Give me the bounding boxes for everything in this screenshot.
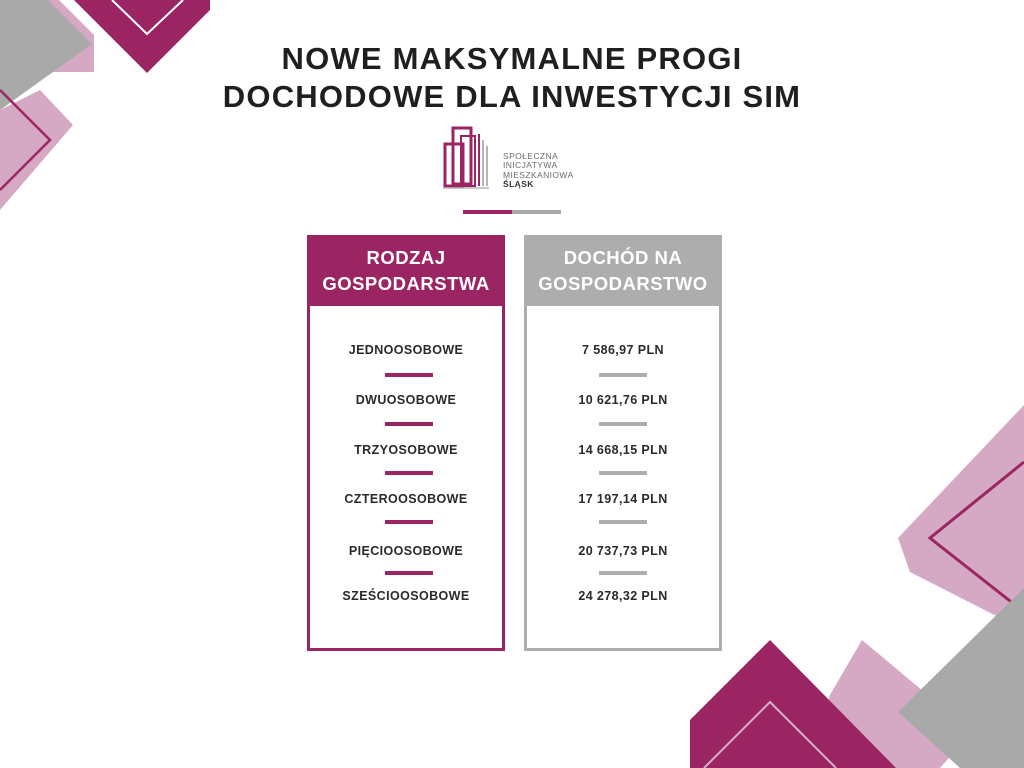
title-line-2: DOCHODOWE DLA INWESTYCJI SIM [222, 79, 802, 114]
household-type-cell: TRZYOSOBOWE [354, 443, 458, 457]
logo-underline-gray [512, 210, 561, 214]
household-type-cell: SZEŚCIOOSOBOWE [342, 589, 470, 603]
logo-line-4: ŚLĄSK [503, 178, 534, 189]
income-cell: 20 737,73 PLN [578, 544, 668, 558]
household-type-cell: PIĘCIOOSOBOWE [348, 544, 464, 558]
row-separator [599, 520, 647, 524]
header-line-2: GOSPODARSTWA [322, 272, 490, 294]
logo-underline-magenta [463, 210, 512, 214]
header-line-2: GOSPODARSTWO [538, 272, 708, 294]
household-type-cell: JEDNOOSOBOWE [348, 343, 464, 357]
logo-text [503, 152, 574, 189]
row-separator [599, 422, 647, 426]
income-cell: 14 668,15 PLN [578, 443, 668, 457]
income-column [524, 235, 722, 651]
income-cell: 10 621,76 PLN [578, 393, 668, 407]
logo [441, 122, 591, 192]
building-logo-icon [441, 122, 501, 192]
logo-line-3: MIESZKANIOWA [503, 169, 574, 180]
income-cell: 17 197,14 PLN [578, 492, 668, 506]
row-separator [599, 373, 647, 377]
row-separator [385, 471, 433, 475]
row-separator [599, 571, 647, 575]
income-header [524, 235, 722, 306]
row-separator [385, 520, 433, 524]
household-type-header [307, 235, 505, 306]
logo-line-1: SPOŁECZNA [503, 151, 559, 161]
title-line-1: NOWE MAKSYMALNE PROGI [281, 41, 743, 76]
income-cell: 7 586,97 PLN [582, 343, 664, 357]
row-separator [385, 422, 433, 426]
row-separator [385, 571, 433, 575]
page-title [0, 40, 1024, 116]
logo-line-2: INICJATYWA [503, 160, 558, 171]
income-cell: 24 278,32 PLN [578, 589, 668, 603]
row-separator [599, 471, 647, 475]
household-type-cell: DWUOSOBOWE [355, 393, 457, 407]
row-separator [385, 373, 433, 377]
header-line-1: DOCHÓD NA [563, 246, 683, 268]
household-type-cell: CZTEROOSOBOWE [344, 492, 468, 506]
household-type-column [307, 235, 505, 651]
header-line-1: RODZAJ [366, 246, 446, 268]
